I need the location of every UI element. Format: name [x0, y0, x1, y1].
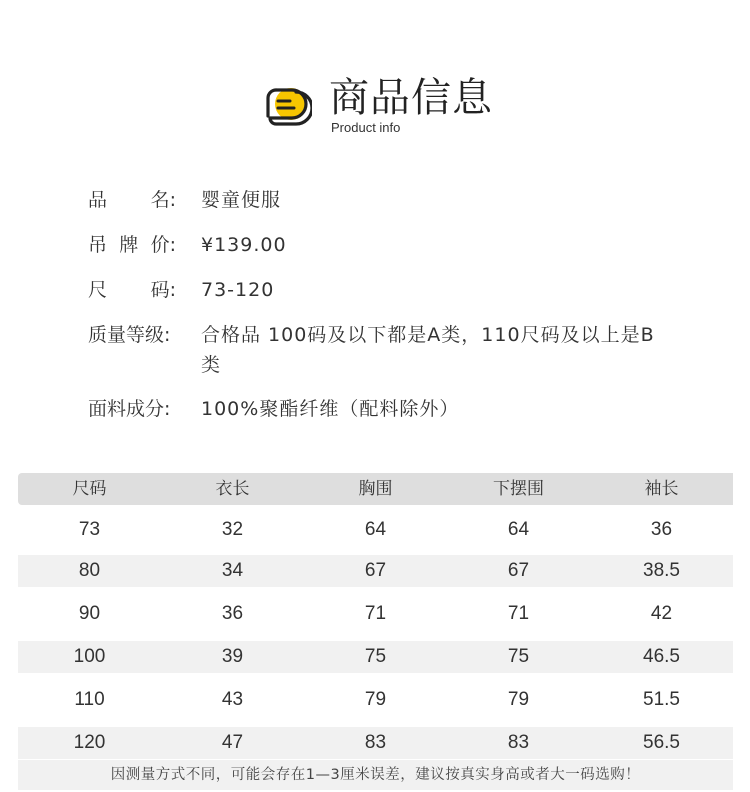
info-value: 婴童便服	[201, 189, 282, 211]
table-row	[18, 598, 733, 630]
table-cell: 46.5	[643, 646, 680, 667]
table-cell: 32	[221, 519, 244, 540]
info-label: 尺 码:	[88, 279, 176, 301]
info-label: 质量等级:	[88, 324, 171, 346]
table-cell: 39	[221, 646, 244, 667]
table-cell: 36	[221, 603, 244, 624]
table-cell: 47	[221, 732, 244, 753]
info-value: 100%聚酯纤维（配料除外）	[201, 398, 460, 420]
info-value: 73-120	[201, 279, 275, 301]
table-cell: 83	[364, 732, 387, 753]
table-cell: 42	[650, 603, 673, 624]
table-cell: 100	[73, 646, 106, 667]
info-value: ¥139.00	[201, 234, 287, 256]
table-cell: 67	[364, 560, 387, 581]
table-cell: 79	[364, 689, 387, 710]
table-cell: 43	[221, 689, 244, 710]
table-header-cell: 胸围	[358, 479, 393, 499]
table-header-cell: 下摆围	[493, 479, 544, 499]
table-cell: 36	[650, 519, 673, 540]
table-row	[18, 684, 733, 716]
table-header-cell: 尺码	[72, 479, 107, 499]
table-cell: 38.5	[643, 560, 680, 581]
list-document-icon	[262, 82, 312, 132]
table-cell: 90	[78, 603, 101, 624]
info-value: 合格品 100码及以下都是A类，110尺码及以上是B类	[201, 324, 655, 376]
info-label: 吊 牌 价:	[88, 234, 176, 256]
info-label: 面料成分:	[88, 398, 171, 420]
table-header-cell: 袖长	[644, 479, 679, 499]
table-cell: 64	[364, 519, 387, 540]
info-label: 品 名:	[88, 189, 176, 211]
table-cell: 71	[364, 603, 387, 624]
table-row	[18, 555, 733, 587]
table-cell: 75	[507, 646, 530, 667]
table-cell: 75	[364, 646, 387, 667]
table-cell: 51.5	[643, 689, 680, 710]
table-cell: 83	[507, 732, 530, 753]
table-cell: 80	[78, 560, 101, 581]
header	[0, 0, 750, 150]
table-row	[18, 641, 733, 673]
table-cell: 110	[74, 689, 105, 710]
table-cell: 56.5	[643, 732, 680, 753]
table-cell: 67	[507, 560, 530, 581]
table-row	[18, 514, 733, 546]
table-cell: 64	[507, 519, 530, 540]
measurement-note: 因测量方式不同，可能会存在1—3厘米误差，建议按真实身高或者大一码选购！	[18, 760, 733, 790]
page-title: 商品信息	[329, 75, 493, 121]
table-header-row	[18, 473, 733, 505]
table-row	[18, 727, 733, 759]
table-header-cell: 衣长	[215, 479, 250, 499]
page-subtitle: Product info	[331, 120, 401, 135]
table-cell: 73	[78, 519, 101, 540]
table-cell: 79	[507, 689, 530, 710]
table-cell: 71	[507, 603, 530, 624]
table-cell: 120	[73, 732, 106, 753]
table-cell: 34	[221, 560, 244, 581]
